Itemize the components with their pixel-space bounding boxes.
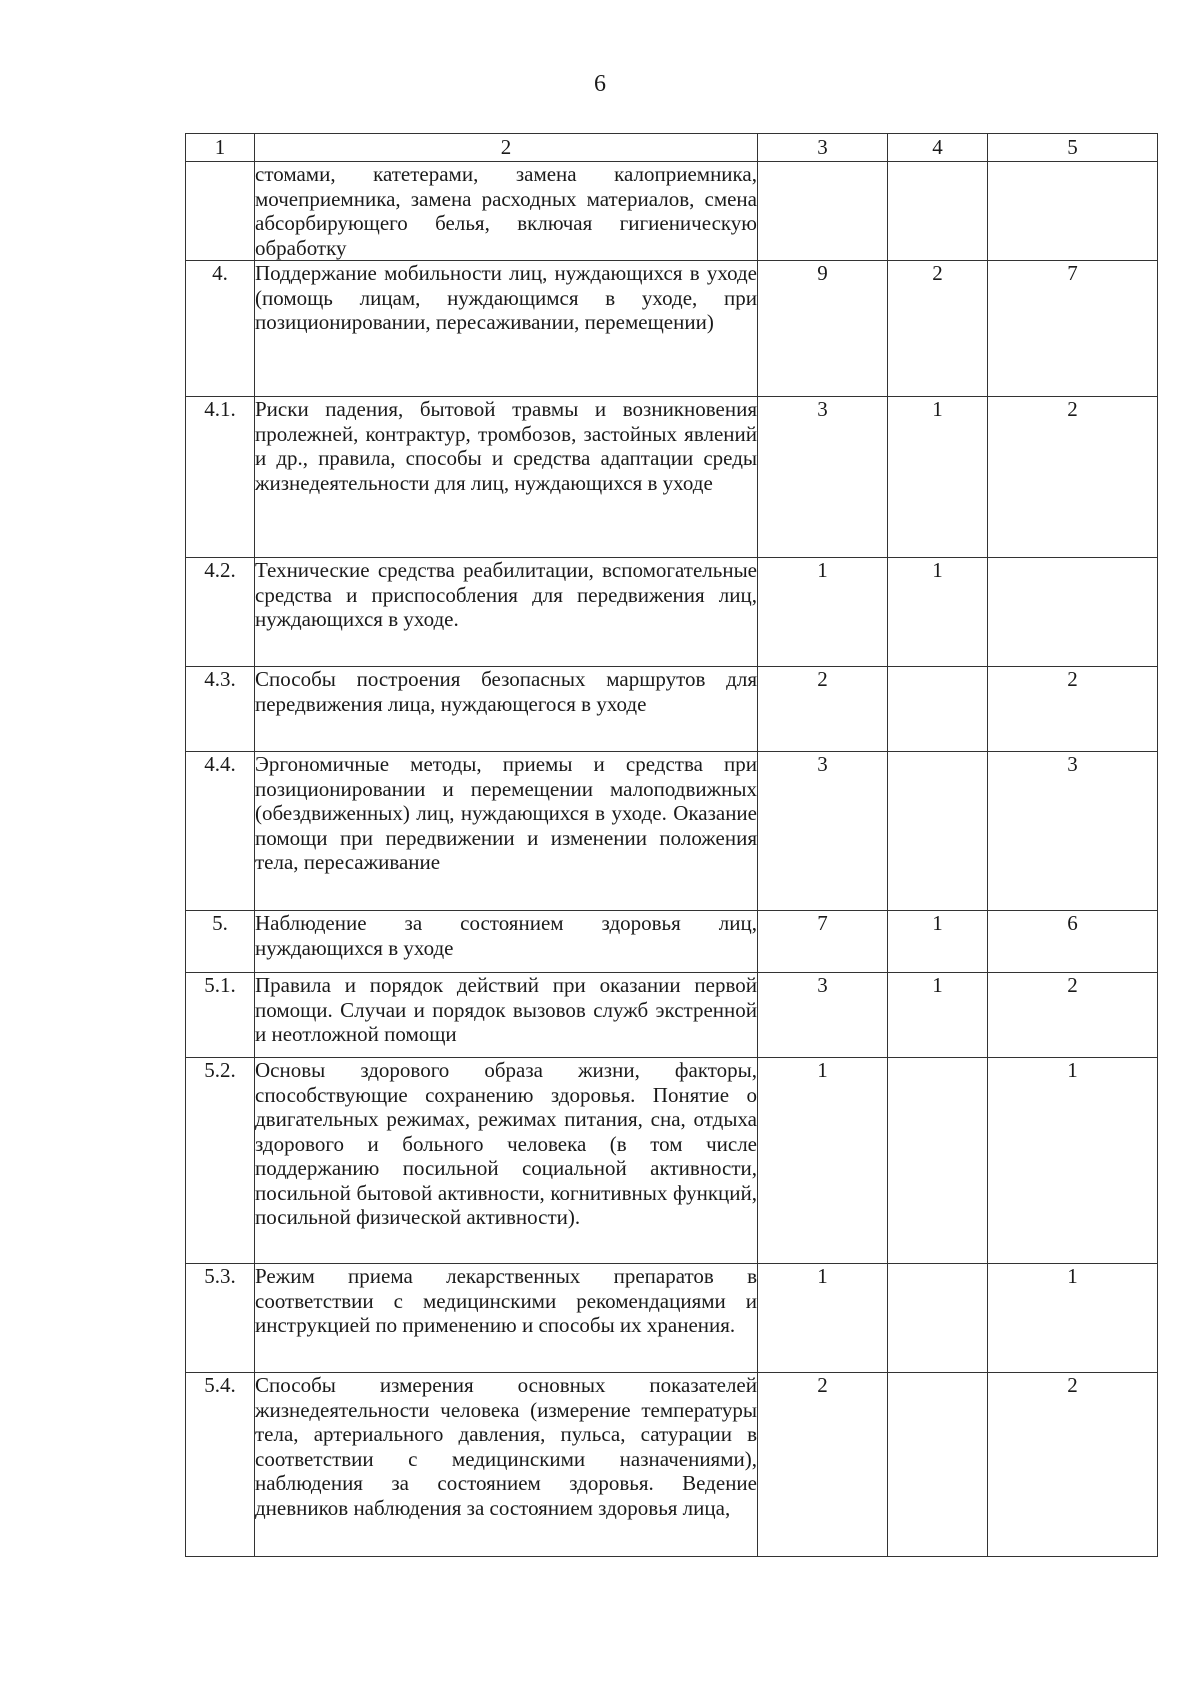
table-row (186, 261, 1158, 397)
column-header: 4 (888, 134, 988, 162)
row-practice-hours: 6 (988, 911, 1158, 973)
table-row (186, 1373, 1158, 1557)
row-topic: Наблюдение за состоянием здоровья лиц, нуждающихся в уходе (255, 911, 758, 973)
row-topic: Технические средства реабилитации, вспомогательные средства и приспособления для передвижения лиц, нуждающихся в уходе. (255, 558, 758, 667)
column-header: 3 (758, 134, 888, 162)
row-total-hours: 7 (758, 911, 888, 973)
row-total-hours: 1 (758, 558, 888, 667)
table-row (186, 752, 1158, 911)
table-row (186, 973, 1158, 1058)
table-row (186, 162, 1158, 261)
row-total-hours: 3 (758, 752, 888, 911)
row-number: 4. (186, 261, 255, 397)
row-number: 5.3. (186, 1264, 255, 1373)
table-row (186, 1264, 1158, 1373)
row-number: 4.3. (186, 667, 255, 752)
table-row (186, 911, 1158, 973)
column-header: 1 (186, 134, 255, 162)
row-theory-hours (888, 667, 988, 752)
row-number: 4.2. (186, 558, 255, 667)
column-header: 5 (988, 134, 1158, 162)
row-number: 5.2. (186, 1058, 255, 1264)
row-theory-hours: 1 (888, 973, 988, 1058)
row-total-hours: 1 (758, 1058, 888, 1264)
row-theory-hours: 1 (888, 911, 988, 973)
row-number: 5.1. (186, 973, 255, 1058)
row-theory-hours: 1 (888, 397, 988, 558)
row-number: 4.4. (186, 752, 255, 911)
row-topic: Способы измерения основных показателей жизнедеятельности человека (измерение температуры тела, артериального давления, пульса, сатурации в соответствии с медицинскими назначениями), наблюдения за состоянием здоровья. Ведение дневников наблюдения за состоянием здоровья лица, (255, 1373, 758, 1557)
row-practice-hours: 3 (988, 752, 1158, 911)
row-number (186, 162, 255, 261)
table-header-row (186, 134, 1158, 162)
row-practice-hours: 2 (988, 397, 1158, 558)
row-total-hours: 3 (758, 397, 888, 558)
column-header: 2 (255, 134, 758, 162)
row-number: 4.1. (186, 397, 255, 558)
row-practice-hours: 1 (988, 1058, 1158, 1264)
row-topic: Основы здорового образа жизни, факторы, способствующие сохранению здоровья. Понятие о двигательных режимах, режимах питания, сна, отдыха здорового и больного человека (в том числе поддержанию посильной социальной активности, посильной бытовой активности, когнитивных функций, посильной физической активности). (255, 1058, 758, 1264)
row-topic: Способы построения безопасных маршрутов для передвижения лица, нуждающегося в уходе (255, 667, 758, 752)
row-theory-hours (888, 1373, 988, 1557)
row-total-hours: 2 (758, 667, 888, 752)
row-theory-hours: 2 (888, 261, 988, 397)
table-row (186, 1058, 1158, 1264)
row-total-hours: 1 (758, 1264, 888, 1373)
row-practice-hours (988, 162, 1158, 261)
row-total-hours: 3 (758, 973, 888, 1058)
table-row (186, 397, 1158, 558)
row-topic: Поддержание мобильности лиц, нуждающихся в уходе (помощь лицам, нуждающимся в уходе, при позиционировании, пересаживании, перемещении) (255, 261, 758, 397)
row-total-hours (758, 162, 888, 261)
table-row (186, 558, 1158, 667)
row-topic: Правила и порядок действий при оказании первой помощи. Случаи и порядок вызовов служб экстренной и неотложной помощи (255, 973, 758, 1058)
row-practice-hours: 1 (988, 1264, 1158, 1373)
table-row (186, 667, 1158, 752)
curriculum-table (185, 133, 1158, 1557)
row-topic: стомами, катетерами, замена калоприемника, мочеприемника, замена расходных материалов, смена абсорбирующего белья, включая гигиеническую обработку (255, 162, 757, 260)
row-topic: Риски падения, бытовой травмы и возникновения пролежней, контрактур, тромбозов, застойных явлений и др., правила, способы и средства адаптации среды жизнедеятельности для лиц, нуждающихся в уходе (255, 397, 758, 558)
row-practice-hours: 7 (988, 261, 1158, 397)
row-theory-hours (888, 1264, 988, 1373)
row-topic: Режим приема лекарственных препаратов в соответствии с медицинскими рекомендациями и инструкцией по применению и способы их хранения. (255, 1264, 758, 1373)
row-theory-hours (888, 162, 988, 261)
row-number: 5. (186, 911, 255, 973)
page-number: 6 (594, 71, 606, 97)
row-total-hours: 2 (758, 1373, 888, 1557)
row-theory-hours: 1 (888, 558, 988, 667)
row-practice-hours (988, 558, 1158, 667)
row-number: 5.4. (186, 1373, 255, 1557)
row-theory-hours (888, 1058, 988, 1264)
row-practice-hours: 2 (988, 1373, 1158, 1557)
row-theory-hours (888, 752, 988, 911)
row-practice-hours: 2 (988, 973, 1158, 1058)
row-topic: Эргономичные методы, приемы и средства при позиционировании и перемещении малоподвижных (обездвиженных) лиц, нуждающихся в уходе. Оказание помощи при передвижении и изменении положения тела, пересаживание (255, 752, 758, 911)
row-practice-hours: 2 (988, 667, 1158, 752)
row-total-hours: 9 (758, 261, 888, 397)
